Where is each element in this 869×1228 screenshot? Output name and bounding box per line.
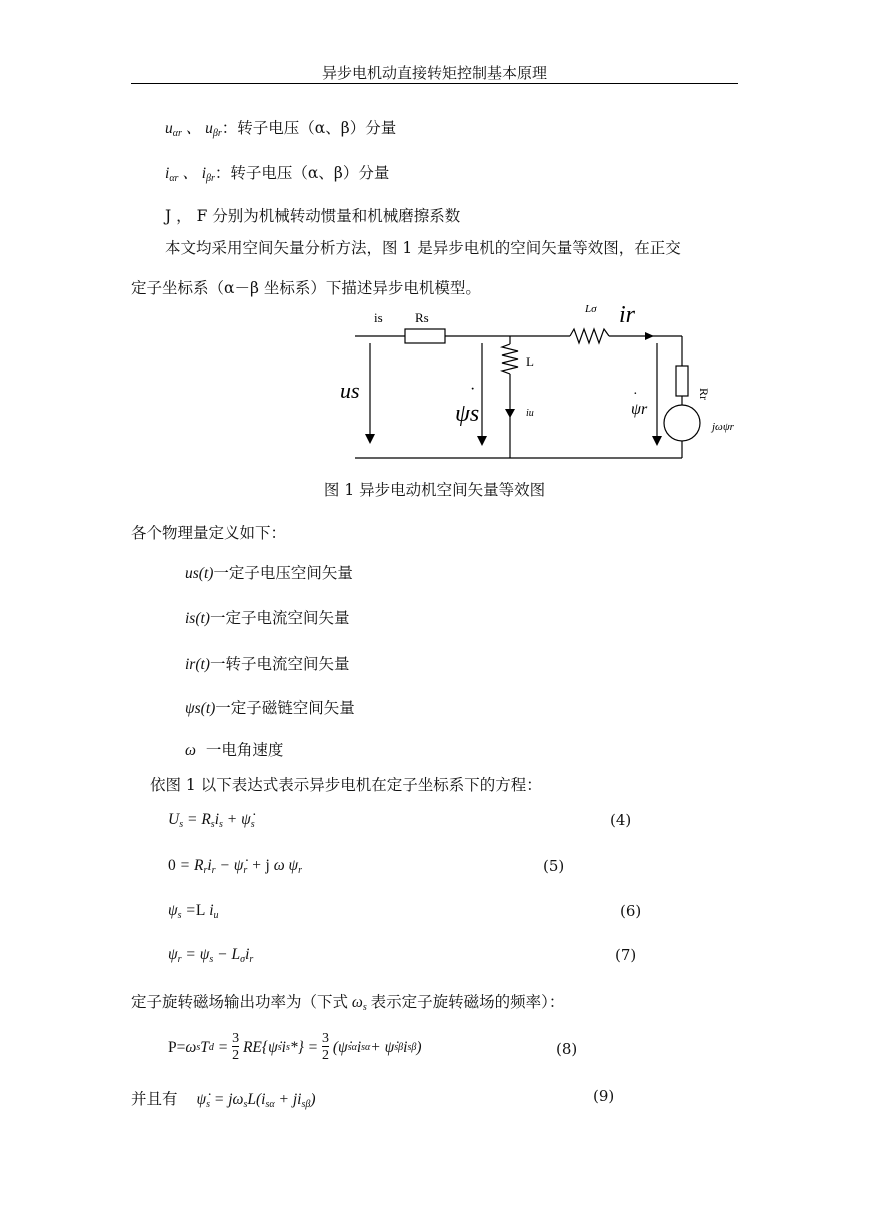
equivalent-circuit-diagram bbox=[330, 298, 770, 470]
header-rule bbox=[131, 83, 738, 84]
equation-5-number: (5) bbox=[543, 857, 565, 875]
symbol-i-alpha-beta: $i_{\alpha r}$ 、 $i_{\beta r}$ bbox=[165, 165, 215, 184]
quantity-symbol: ω bbox=[185, 742, 196, 759]
equation-9-number: (9) bbox=[593, 1087, 615, 1105]
resistor-rr bbox=[676, 366, 688, 396]
equation-7-number: (7) bbox=[615, 946, 637, 964]
equation-9: $\psi̇_s = j\omega_sL(i_{s\alpha} + ji_{s\beta})$ bbox=[196, 1091, 316, 1110]
label-us: us bbox=[340, 378, 360, 403]
label-l: L bbox=[526, 354, 534, 369]
power-intro-start: 定子旋转磁场输出功率为（下式 bbox=[131, 993, 349, 1011]
equation-6-number: (6) bbox=[620, 902, 642, 920]
def-rotor-voltage-text: ：转子电压（α、β）分量 bbox=[221, 119, 397, 137]
resistor-rs bbox=[405, 329, 445, 343]
label-iu: iu bbox=[526, 408, 534, 419]
quantity-symbol: ir(t) bbox=[185, 656, 210, 673]
quantity-symbol: is(t) bbox=[185, 610, 210, 627]
def-rotor-voltage bbox=[165, 116, 396, 139]
label-psir: ψr bbox=[631, 401, 648, 418]
power-intro-end: 表示定子旋转磁场的频率）： bbox=[370, 993, 565, 1011]
equation-4-number: (4) bbox=[610, 811, 632, 829]
page-header: 异步电机动直接转矩控制基本原理 bbox=[321, 64, 547, 82]
equation-6: $\psi_s =L$ $i_u$ bbox=[168, 902, 219, 921]
equation-5: $0 = R_ri_r$ − $\psi̇_r + j$ ω $\psi_r$ bbox=[168, 857, 303, 876]
quantity-desc: 一转子电流空间矢量 bbox=[209, 655, 350, 673]
quantity-omega bbox=[185, 738, 283, 760]
quantity-desc: 一定子电压空间矢量 bbox=[213, 564, 353, 582]
quantity-psis bbox=[185, 696, 355, 718]
def-rotor-current bbox=[165, 161, 389, 184]
also-label: 并且有 bbox=[131, 1090, 178, 1108]
figure-caption: 图 1 异步电动机空间矢量等效图 bbox=[323, 481, 546, 499]
equation-7: $\psi_r = \psi_s - L_\sigma i_r$ bbox=[168, 946, 254, 965]
quantities-intro: 各个物理量定义如下： bbox=[131, 524, 287, 542]
inductor-lsigma bbox=[570, 329, 609, 343]
equation-4: $U_s = R_si_s$ + $\psi̇_s$ bbox=[168, 811, 255, 830]
quantity-symbol: us(t) bbox=[185, 565, 214, 582]
quantity-desc: 一定子磁链空间矢量 bbox=[215, 699, 355, 717]
def-rotor-current-text: ：转子电压（α、β）分量 bbox=[214, 164, 390, 182]
equation-8-number: (8) bbox=[556, 1040, 578, 1058]
quantity-us bbox=[185, 561, 353, 583]
equation-9-row bbox=[131, 1087, 315, 1110]
equations-intro: 依图 1 以下表达式表示异步电机在定子坐标系下的方程： bbox=[150, 776, 542, 794]
label-lsigma: Lσ bbox=[585, 303, 597, 315]
label-is: is bbox=[374, 310, 383, 325]
equation-8: P= ω s T d = 3 2 RE{ψ̇ s i s *} = 3 2 (ψ̇ sα i sα + ψ̇ sβ i sβ ) bbox=[168, 1031, 422, 1063]
label-rs: Rs bbox=[415, 310, 429, 325]
label-jwpsir: jωψr bbox=[712, 421, 734, 433]
dot-psir: · bbox=[633, 387, 638, 402]
label-rr: Rr bbox=[697, 388, 711, 400]
label-ir: ir bbox=[619, 302, 636, 328]
quantity-is bbox=[185, 606, 349, 628]
def-inertia-friction: J ， F 分别为机械转动惯量和机械磨擦系数 bbox=[165, 207, 461, 225]
symbol-omega-s: $\omega_s$ bbox=[348, 994, 367, 1013]
quantity-desc: 一电角速度 bbox=[205, 741, 284, 759]
quantity-desc: 一定子电流空间矢量 bbox=[209, 609, 350, 627]
voltage-source bbox=[664, 405, 700, 441]
inductor-l bbox=[502, 344, 518, 374]
dot-psis: · bbox=[470, 381, 476, 398]
power-intro bbox=[131, 990, 564, 1013]
paragraph-line-2: 定子坐标系（α－β 坐标系）下描述异步电机模型。 bbox=[131, 279, 481, 297]
quantity-symbol: ψs(t) bbox=[185, 700, 216, 717]
symbol-u-alpha-beta: $u_{\alpha r}$ 、 $u_{\beta r}$ bbox=[165, 120, 222, 139]
label-psis: ψs bbox=[455, 401, 480, 427]
quantity-ir bbox=[185, 652, 349, 674]
paragraph-line-1: 本文均采用空间矢量分析方法，图 1 是异步电机的空间矢量等效图，在正交 bbox=[165, 239, 681, 257]
